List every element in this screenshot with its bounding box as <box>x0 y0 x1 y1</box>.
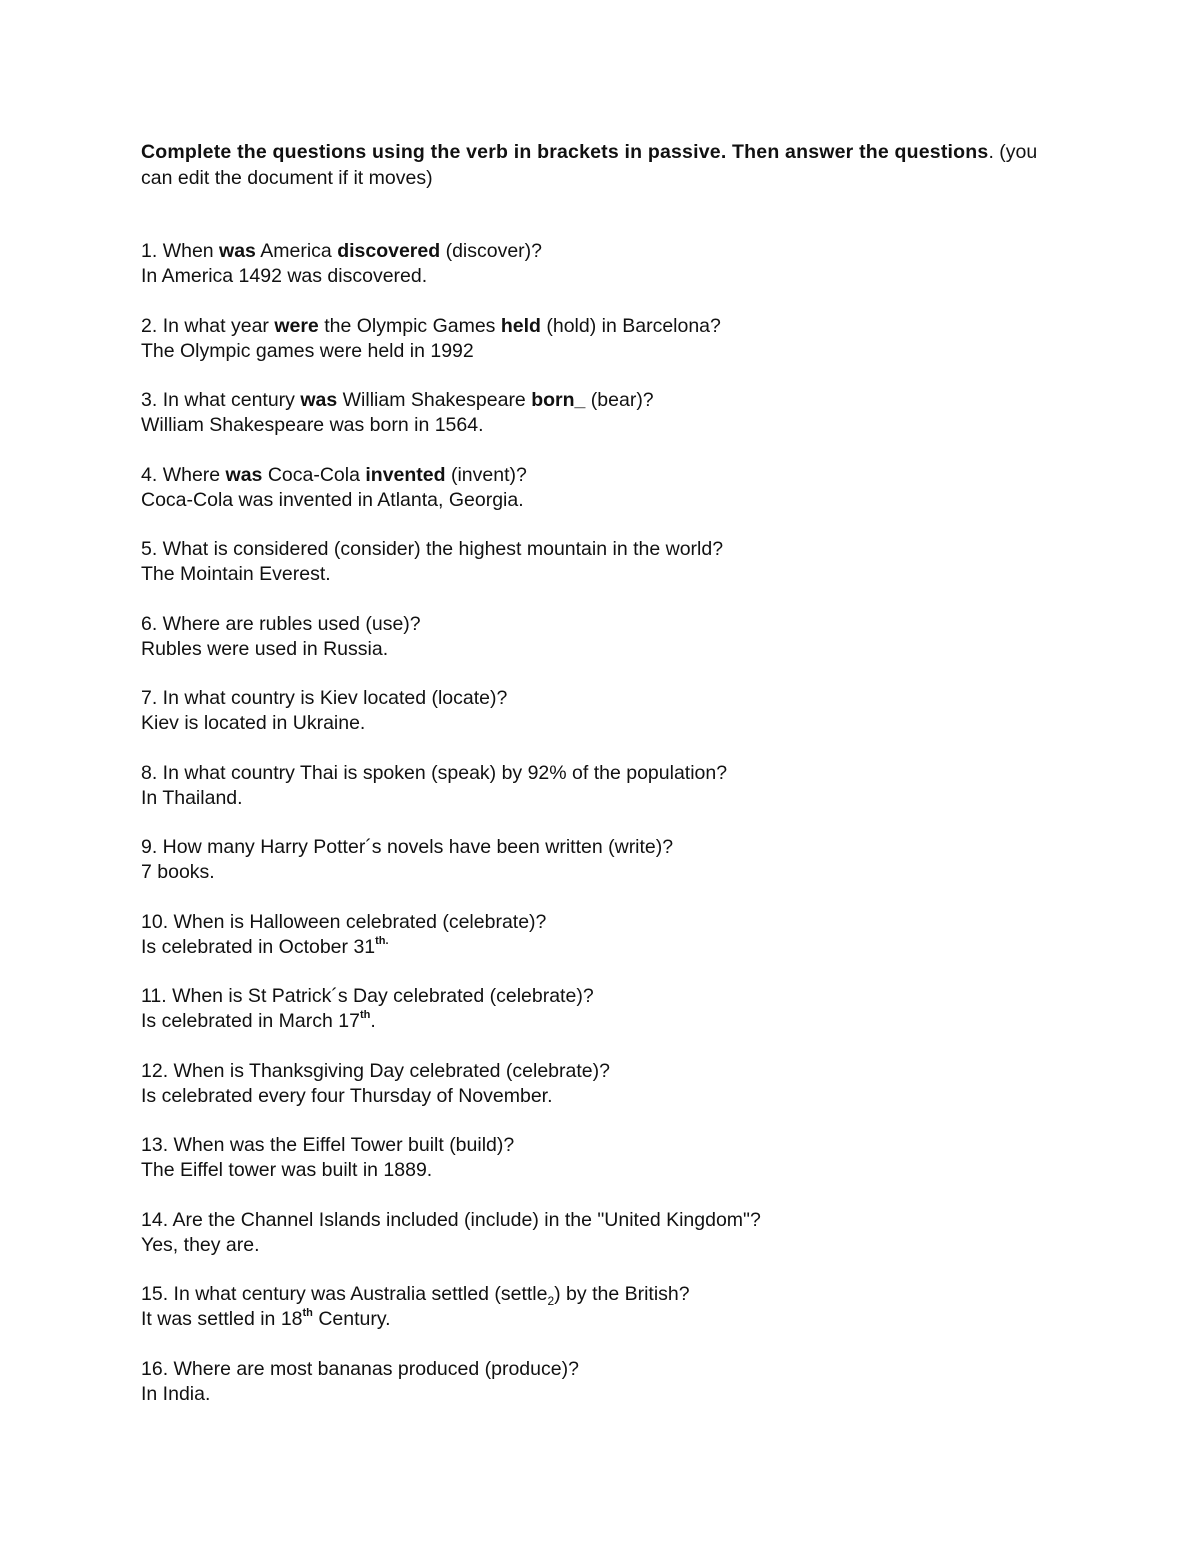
filled-participle: invented <box>365 463 446 486</box>
answer-text <box>141 1307 1041 1332</box>
question-text <box>141 388 1041 413</box>
question-number: 3. <box>141 389 163 411</box>
filled-auxiliary: was <box>225 463 263 486</box>
question-number: 2. <box>141 314 163 337</box>
question-item-4 <box>141 463 1041 513</box>
filled-auxiliary: was <box>300 389 338 411</box>
question-number: 4. <box>141 463 163 486</box>
instructions-bold: Complete the questions using the verb in brackets in passive. Then answer the questions <box>141 141 989 163</box>
question-part: (bear)? <box>585 389 654 411</box>
answer-text: In America 1492 was discovered. <box>141 265 428 287</box>
instructions <box>141 139 1041 191</box>
answer-text: The Olympic games were held in 1992 <box>141 339 474 362</box>
question-text <box>141 463 1041 488</box>
question-part: ) by the British? <box>554 1283 690 1305</box>
question-part: the Olympic Games <box>318 314 501 337</box>
question-item-14 <box>141 1208 1041 1258</box>
filled-auxiliary: was <box>219 240 256 262</box>
answer-text: Kiev is located in Ukraine. <box>141 712 366 734</box>
question-item-11 <box>141 984 1041 1034</box>
question-part: (invent)? <box>445 463 527 486</box>
question-number: 1. <box>141 240 163 262</box>
answer-text: 7 books. <box>141 861 215 883</box>
question-text <box>141 314 1041 339</box>
question-text: 12. When is Thanksgiving Day celebrated (celebrate)? <box>141 1059 610 1082</box>
question-item-13 <box>141 1133 1041 1183</box>
answer-part: It was settled in 18 <box>141 1308 303 1330</box>
question-item-10 <box>141 910 1041 960</box>
filled-participle: born_ <box>531 389 586 411</box>
answer-part: Is celebrated in October 31 <box>141 935 376 958</box>
instructions-note: . (you can edit the document if it moves) <box>141 141 1038 189</box>
ordinal-suffix: th <box>359 1009 371 1022</box>
question-item-3 <box>141 388 1041 438</box>
question-item-6 <box>141 612 1041 662</box>
answer-text: In India. <box>141 1382 211 1405</box>
question-text: 7. In what country is Kiev located (locate)? <box>141 687 508 709</box>
answer-text: In Thailand. <box>141 786 243 809</box>
question-part: In what century <box>162 389 301 411</box>
question-text: 5. What is considered (consider) the highest mountain in the world? <box>141 538 724 560</box>
answer-text: The Eiffel tower was built in 1889. <box>141 1159 433 1181</box>
ordinal-suffix: th <box>302 1307 313 1320</box>
question-text: 6. Where are rubles used (use)? <box>141 612 421 635</box>
question-text: 10. When is Halloween celebrated (celebrate)? <box>141 910 547 933</box>
filled-participle: discovered <box>337 240 441 262</box>
answer-part: Is celebrated in March 17 <box>141 1010 360 1032</box>
question-item-7 <box>141 686 1041 736</box>
question-part: (hold) in Barcelona? <box>540 314 721 337</box>
question-item-15 <box>141 1282 1041 1332</box>
question-list <box>141 239 1041 1407</box>
answer-text <box>141 1009 1041 1034</box>
question-text: 9. How many Harry Potter´s novels have been written (write)? <box>141 836 674 858</box>
filled-participle: held <box>500 314 541 337</box>
answer-text: Is celebrated every four Thursday of November. <box>141 1084 553 1107</box>
question-part: Where <box>162 463 226 486</box>
question-text: 8. In what country Thai is spoken (speak) by 92% of the population? <box>141 761 728 784</box>
subscript-mark: 2 <box>547 1293 555 1308</box>
question-item-12 <box>141 1059 1041 1109</box>
question-part: (discover)? <box>440 240 543 262</box>
question-text: 11. When is St Patrick´s Day celebrated (celebrate)? <box>141 985 594 1007</box>
question-item-5 <box>141 537 1041 587</box>
answer-text: The Mointain Everest. <box>141 563 331 585</box>
question-part: William Shakespeare <box>337 389 532 411</box>
answer-text: William Shakespeare was born in 1564. <box>141 414 484 436</box>
filled-auxiliary: were <box>274 314 319 337</box>
question-text: 16. Where are most bananas produced (produce)? <box>141 1357 579 1380</box>
question-item-16 <box>141 1357 1041 1407</box>
question-item-2 <box>141 314 1041 364</box>
question-text <box>141 1282 1041 1307</box>
answer-part: . <box>370 1010 376 1032</box>
question-text <box>141 239 1041 264</box>
question-text: 14. Are the Channel Islands included (include) in the "United Kingdom"? <box>141 1208 761 1231</box>
question-item-1 <box>141 239 1041 289</box>
question-item-9 <box>141 835 1041 885</box>
ordinal-suffix: th. <box>375 934 389 947</box>
worksheet-page <box>141 139 1041 1431</box>
answer-text: Rubles were used in Russia. <box>141 637 389 660</box>
answer-text: Yes, they are. <box>141 1233 260 1256</box>
question-part: In what year <box>162 314 275 337</box>
question-part: When <box>162 240 220 262</box>
question-item-8 <box>141 761 1041 811</box>
answer-part: Century. <box>312 1308 391 1330</box>
answer-text <box>141 935 1041 960</box>
answer-text: Coca-Cola was invented in Atlanta, Georgia. <box>141 488 524 511</box>
question-part: 15. In what century was Australia settled (settle <box>141 1283 548 1305</box>
question-part: America <box>255 240 338 262</box>
question-part: Coca-Cola <box>262 463 366 486</box>
question-text: 13. When was the Eiffel Tower built (build)? <box>141 1134 515 1156</box>
